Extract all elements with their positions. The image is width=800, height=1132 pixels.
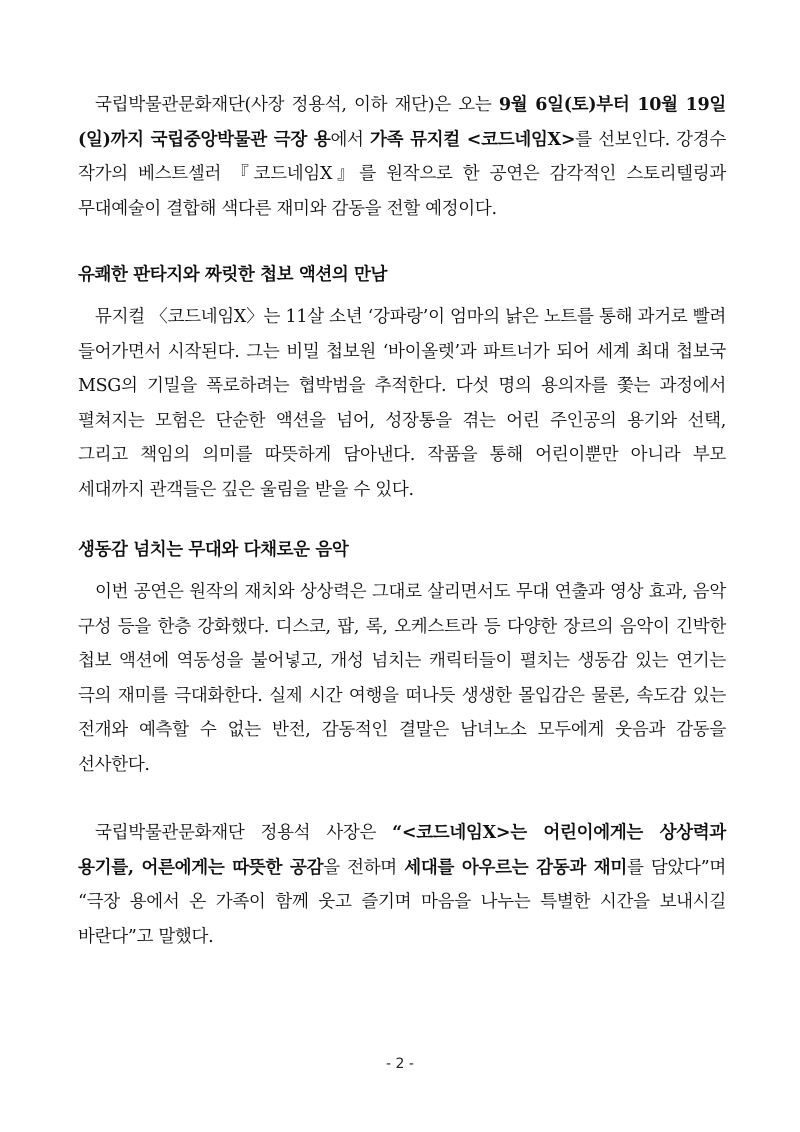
intro-text-1: 국립박물관문화재단(사장 정용석, 이하 재단)은 오는 (95, 95, 499, 115)
intro-dates-venue: 9월 6일(토)부터 10월 19일(일)까지 국립중앙박물관 극장 용 (78, 95, 726, 150)
quote-text-3: 를 담았다”며 “극장 용에서 온 가족이 함께 웃고 즐기며 마음을 나누는 특별한 시간을 보내시길 바란다”고 말했다. (78, 857, 726, 947)
document-page (78, 88, 726, 954)
section1-body: 뮤지컬 〈코드네임X〉는 11살 소년 ‘강파랑’이 엄마의 낡은 노트를 통해 과거로 빨려 들어가면서 시작된다. 그는 비밀 첩보원 ‘바이올렛’과 파트너가 되어 세계 최대 첩보국 MSG의 기밀을 폭로하려는 협박범을 추적한다. 다섯 명의 용의자를 쫓는 과정에서 펼쳐지는 모험은 단순한 액션을 넘어, 성장통을 겪는 어린 주인공의 용기와 선택, 그리고 책임의 의미를 따뜻하게 담아낸다. 작품을 통해 어린이뿐만 아니라 부모 세대까지 관객들은 깊은 울림을 받을 수 있다. (78, 307, 726, 500)
intro-text-3: 를 선보인다. 강경수 작가의 베스트셀러 『코드네임X』를 원작으로 한 공연은 감각적인 스토리텔링과 무대예술이 결합해 색다른 재미와 감동을 전할 예정이다. (78, 129, 726, 219)
quote-text-2: 을 전하며 (323, 857, 405, 878)
section1-heading: 유쾌한 판타지와 짜릿한 첩보 액션의 만남 (78, 265, 388, 285)
intro-show-title: 가족 뮤지컬 <코드네임X> (370, 129, 576, 150)
intro-paragraph (78, 88, 726, 226)
quote-bold-1: “<코드네임X>는 어린이에게는 상상력과 용기를, 어른에게는 따뜻한 공감 (78, 823, 726, 878)
quote-paragraph (78, 816, 726, 954)
quote-text-1: 국립박물관문화재단 정용석 사장은 (95, 823, 393, 843)
section2-heading: 생동감 넘치는 무대와 다채로운 음악 (78, 540, 349, 560)
section2-body: 이번 공연은 원작의 재치와 상상력은 그대로 살리면서도 무대 연출과 영상 효과, 음악 구성 등을 한층 강화했다. 디스코, 팝, 록, 오케스트라 등 다양한 장르의 음악이 긴박한 첩보 액션에 역동성을 불어넣고, 개성 넘치는 캐릭터들이 펼치는 생동감 있는 연기는 극의 재미를 극대화한다. 실제 시간 여행을 떠나듯 생생한 몰입감은 물론, 속도감 있는 전개와 예측할 수 없는 반전, 감동적인 결말은 남녀노소 모두에게 웃음과 감동을 선사한다. (78, 582, 726, 775)
page-number: - 2 - (386, 1056, 414, 1072)
intro-text-2: 에서 (330, 129, 370, 150)
quote-bold-2: 세대를 아우르는 감동과 재미 (404, 857, 628, 878)
